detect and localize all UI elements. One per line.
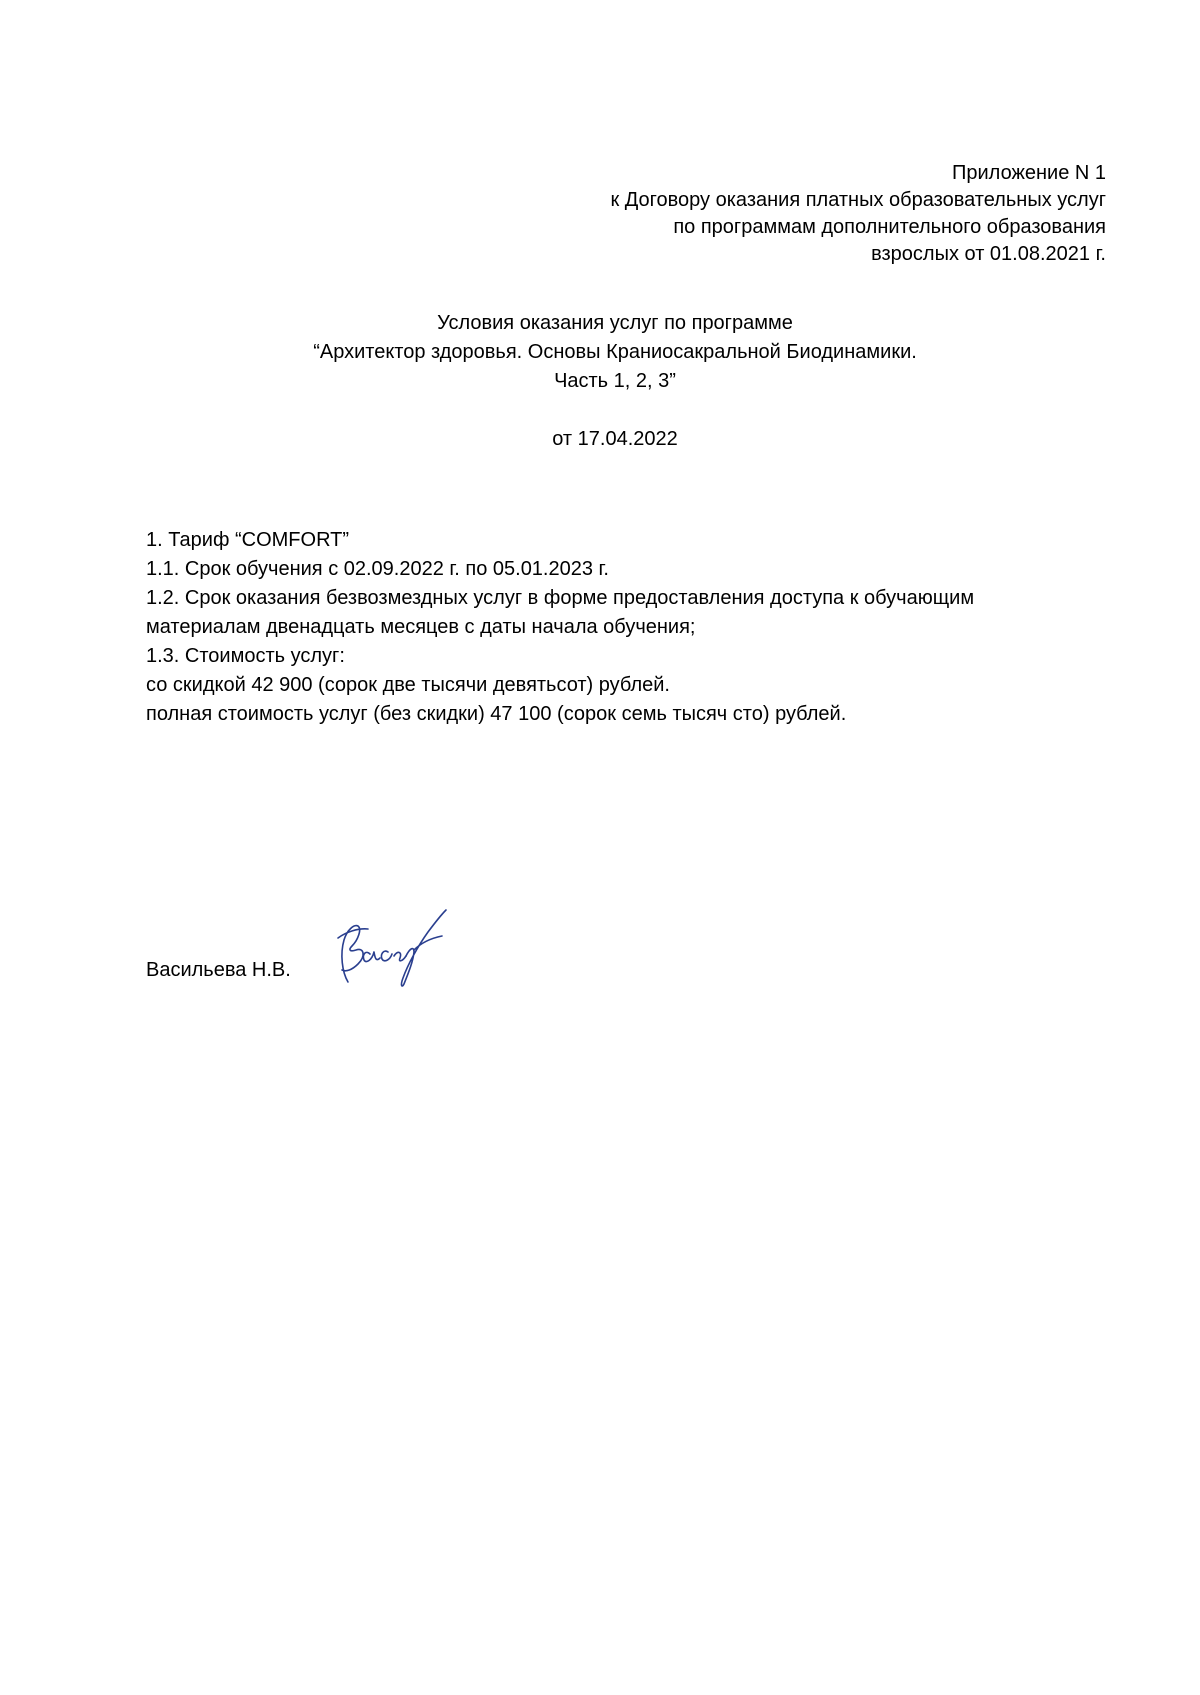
- document-title: [0, 309, 1200, 396]
- appendix-contract-date: взрослых от 01.08.2021 г.: [871, 243, 1106, 265]
- signer-name: Васильева Н.В.: [146, 959, 291, 981]
- appendix-number: Приложение N 1: [952, 162, 1106, 184]
- tariff-heading: 1. Тариф “COMFORT”: [146, 529, 350, 551]
- handwritten-signature: [328, 892, 448, 992]
- term-price-discount: со скидкой 42 900 (сорок две тысячи девятьсот) рублей.: [146, 674, 670, 696]
- title-line-1: Условия оказания услуг по программе: [437, 312, 793, 334]
- terms-section: [146, 526, 1106, 729]
- document-date: от 17.04.2022: [552, 428, 678, 450]
- appendix-header: [406, 160, 1106, 268]
- term-free-access-line-2: материалам двенадцать месяцев с даты начала обучения;: [146, 616, 696, 638]
- term-price-full: полная стоимость услуг (без скидки) 47 100 (сорок семь тысяч сто) рублей.: [146, 703, 847, 725]
- appendix-contract-ref: к Договору оказания платных образовательных услуг: [610, 189, 1106, 211]
- term-cost-heading: 1.3. Стоимость услуг:: [146, 645, 345, 667]
- term-free-access-line-1: 1.2. Срок оказания безвозмездных услуг в форме предоставления доступа к обучающим: [146, 587, 975, 609]
- title-line-3: Часть 1, 2, 3”: [554, 370, 676, 392]
- term-study-period: 1.1. Срок обучения с 02.09.2022 г. по 05.01.2023 г.: [146, 558, 609, 580]
- signature-block: [146, 950, 291, 990]
- appendix-program-ref: по программам дополнительного образования: [673, 216, 1106, 238]
- title-line-2: “Архитектор здоровья. Основы Краниосакральной Биодинамики.: [313, 341, 917, 363]
